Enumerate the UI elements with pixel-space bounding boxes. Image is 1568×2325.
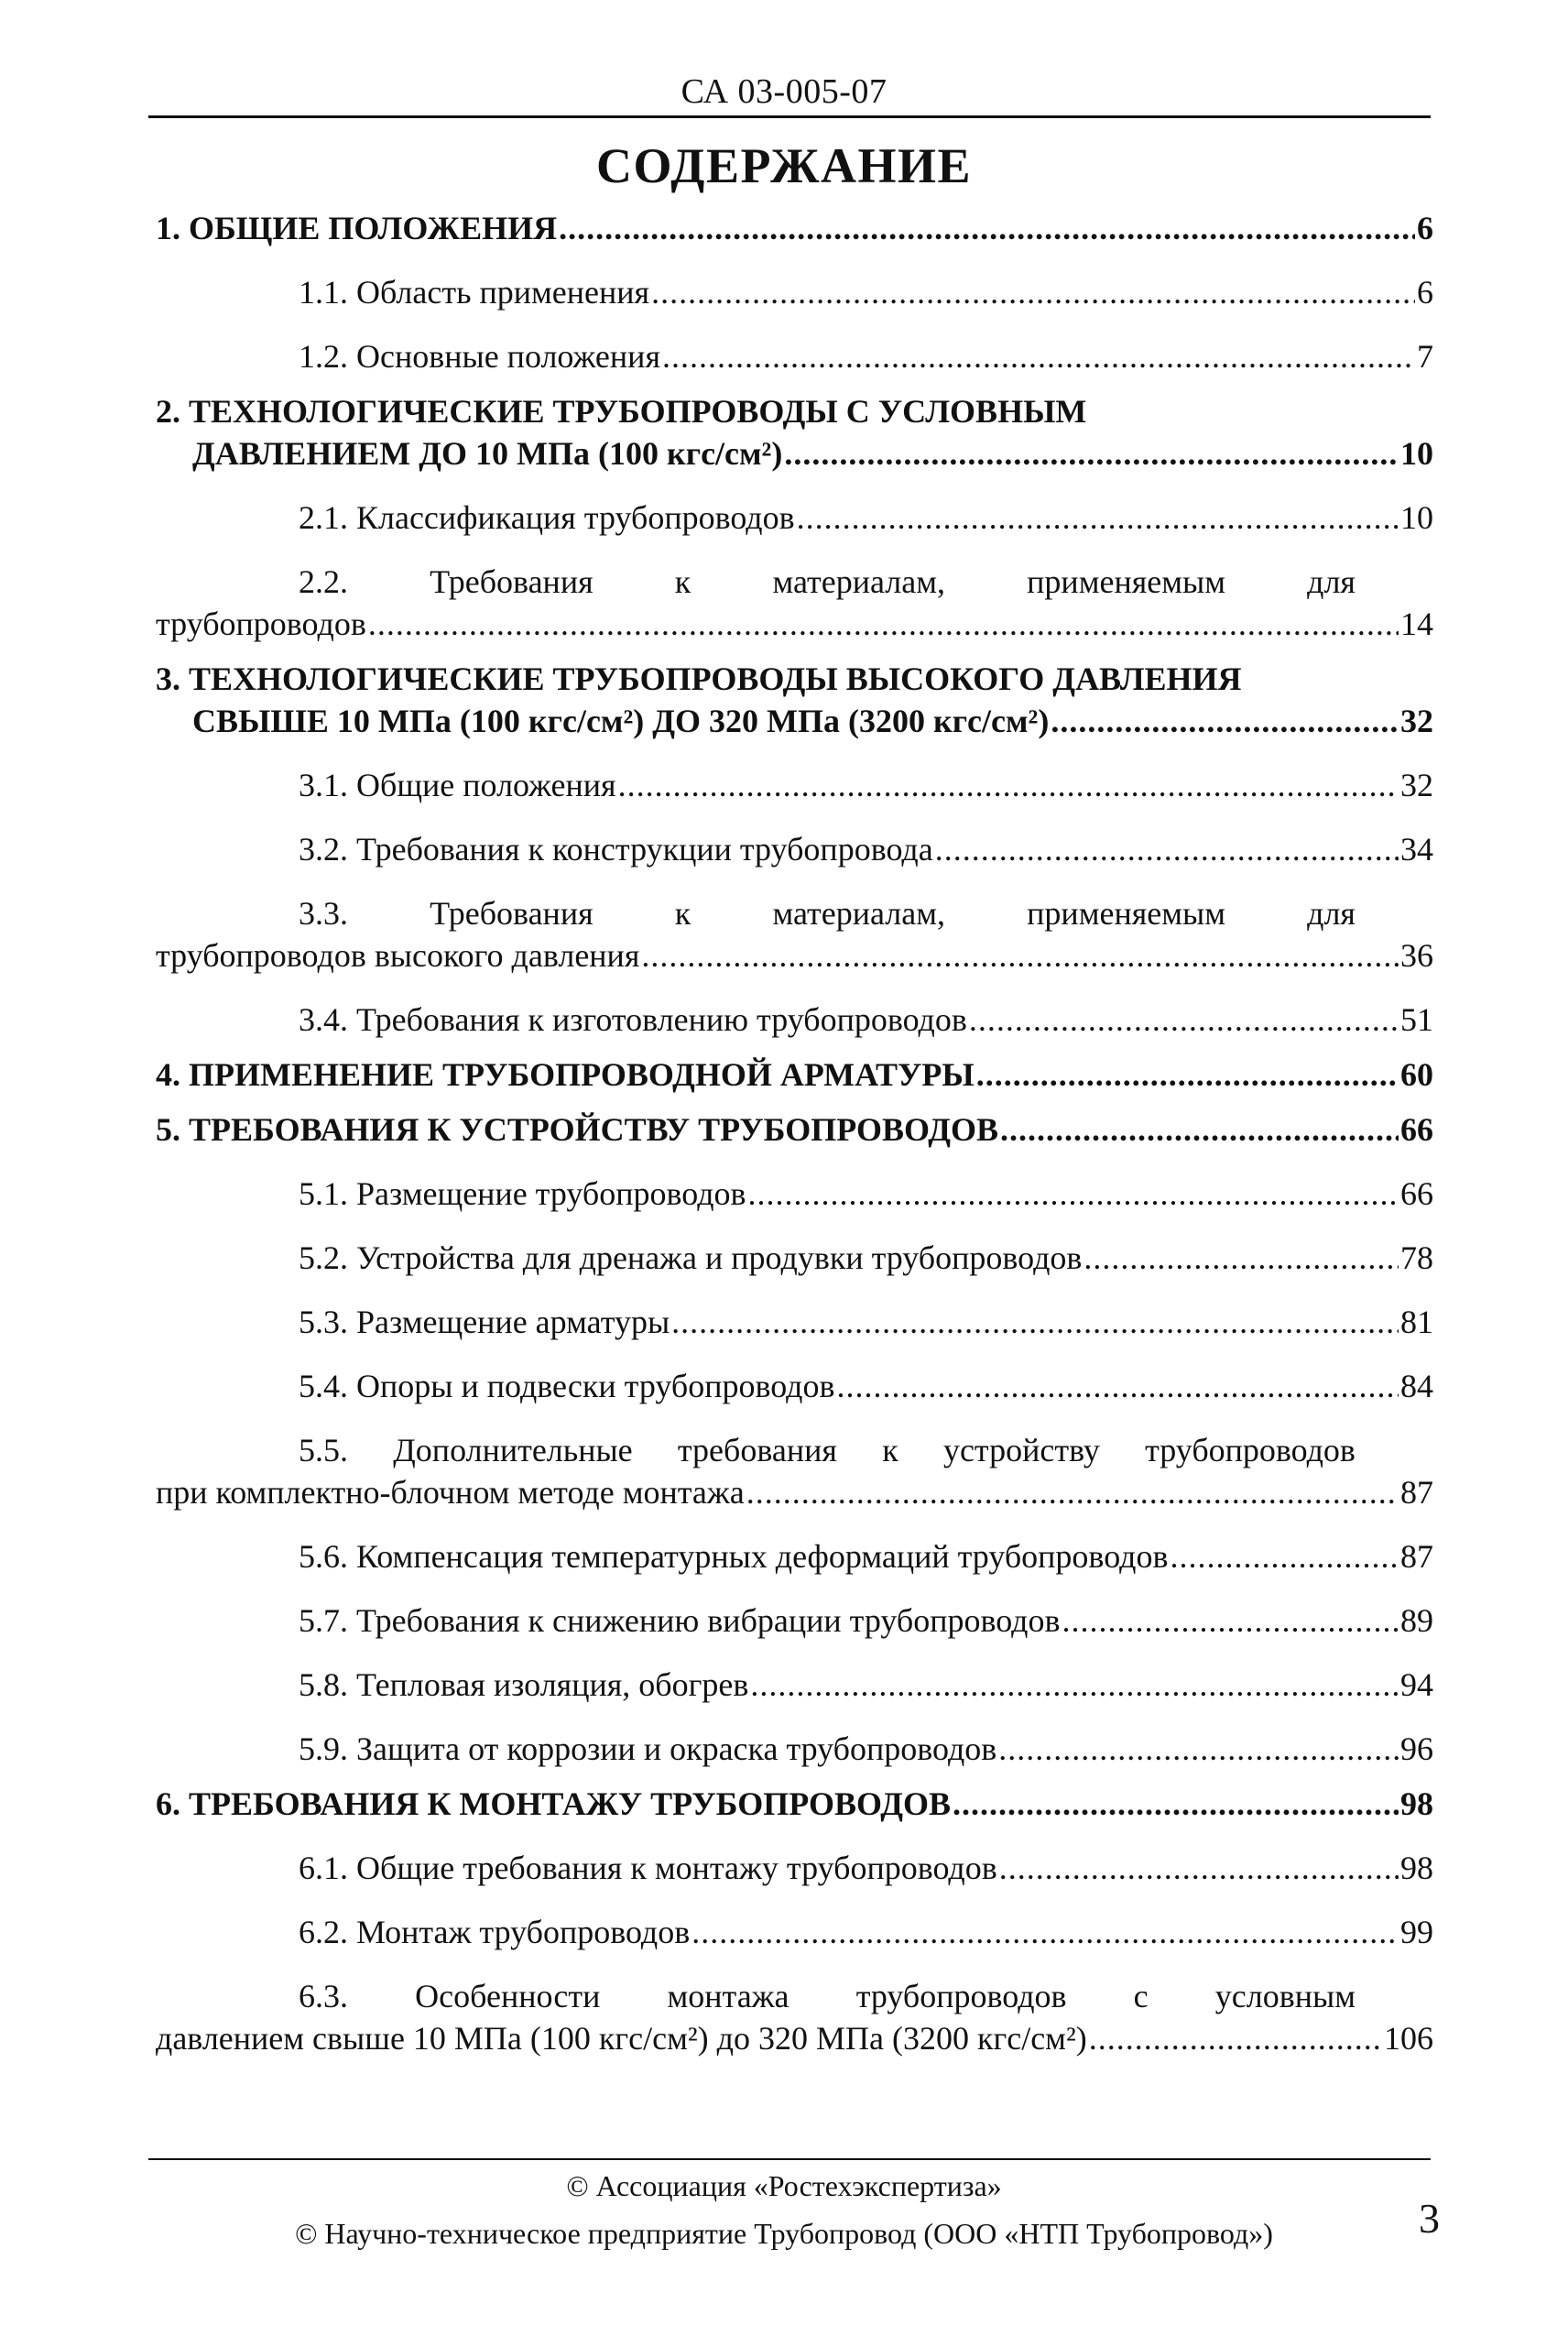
toc-entry-word: 6.3. bbox=[299, 1978, 348, 2014]
toc-entry[interactable] bbox=[156, 1429, 1433, 1513]
dot-leader bbox=[1051, 700, 1399, 742]
toc-entry[interactable] bbox=[156, 1535, 1433, 1577]
dot-leader bbox=[662, 335, 1415, 377]
toc-entry-title: 5. ТРЕБОВАНИЯ К УСТРОЙСТВУ ТРУБОПРОВОДОВ bbox=[156, 1111, 999, 1148]
toc-entry-word: требования bbox=[677, 1432, 837, 1468]
toc-entry-page: 89 bbox=[1400, 1602, 1433, 1639]
toc-entry-word: к bbox=[674, 895, 691, 932]
toc-entry-page: 34 bbox=[1400, 831, 1433, 868]
dot-leader bbox=[618, 764, 1399, 806]
toc-entry-page: 84 bbox=[1400, 1368, 1433, 1404]
toc-entry-title: 5.8. Тепловая изоляция, обогрев bbox=[299, 1666, 749, 1703]
document-code: СА 03-005-07 bbox=[681, 72, 887, 111]
toc-entry-word: трубопроводов bbox=[1145, 1432, 1356, 1468]
toc-entry-word: 3.3. bbox=[299, 895, 348, 932]
toc-entry-page: 78 bbox=[1400, 1239, 1433, 1276]
toc-entry-title-line: 3. ТЕХНОЛОГИЧЕСКИЕ ТРУБОПРОВОДЫ ВЫСОКОГО ДАВЛЕНИЯ bbox=[156, 660, 1242, 697]
toc-entry-page: 106 bbox=[1384, 2020, 1433, 2057]
toc-entry-title: СВЫШЕ 10 МПа (100 кгс/см²) ДО 320 МПа (3200 кгс/см²) bbox=[192, 703, 1050, 739]
dot-leader bbox=[691, 1911, 1399, 1953]
toc-entry-word: устройству bbox=[942, 1432, 1100, 1468]
toc-entry[interactable] bbox=[156, 1847, 1433, 1889]
toc-entry-page: 87 bbox=[1400, 1474, 1433, 1511]
toc-entry-title: 5.7. Требования к снижению вибрации трубопроводов bbox=[299, 1602, 1061, 1639]
toc-title: СОДЕРЖАНИЕ bbox=[596, 138, 972, 193]
toc-entry-page: 99 bbox=[1400, 1914, 1433, 1950]
toc-entry[interactable] bbox=[156, 1301, 1433, 1343]
dot-leader bbox=[641, 934, 1399, 977]
toc-entry-word: применяемым bbox=[1027, 563, 1225, 600]
toc-entry-title-line bbox=[156, 561, 1433, 603]
dot-leader bbox=[935, 828, 1399, 870]
toc-entry-word: 2.2. bbox=[299, 563, 348, 600]
dot-leader bbox=[651, 271, 1415, 313]
toc-entry-page: 66 bbox=[1400, 1111, 1433, 1148]
toc-entry[interactable] bbox=[156, 1599, 1433, 1642]
toc-entry-page: 66 bbox=[1400, 1175, 1433, 1212]
toc-entry[interactable] bbox=[156, 1783, 1433, 1825]
toc-entry-word: к bbox=[882, 1432, 898, 1468]
dot-leader bbox=[784, 432, 1399, 475]
toc-entry[interactable] bbox=[156, 561, 1433, 645]
toc-entry-page: 51 bbox=[1400, 1001, 1433, 1038]
toc-entry-title: 5.2. Устройства для дренажа и продувки трубопроводов bbox=[299, 1239, 1083, 1276]
toc-entry[interactable] bbox=[156, 828, 1433, 870]
toc-entry-page: 6 bbox=[1417, 210, 1433, 246]
toc-entry-page: 10 bbox=[1400, 499, 1433, 536]
toc-entry-title: 5.4. Опоры и подвески трубопроводов bbox=[299, 1368, 835, 1404]
page-number: 3 bbox=[1419, 2195, 1440, 2242]
toc-entry-word: Требования bbox=[430, 895, 593, 932]
toc-entry-title: 5.3. Размещение арматуры bbox=[299, 1304, 670, 1340]
toc-entry-title-line bbox=[156, 1975, 1433, 2017]
toc-entry-title: 6. ТРЕБОВАНИЯ К МОНТАЖУ ТРУБОПРОВОДОВ bbox=[156, 1785, 951, 1822]
toc-entry-page: 36 bbox=[1400, 937, 1433, 974]
dot-leader bbox=[1083, 1237, 1399, 1279]
toc-entry-title: 3.4. Требования к изготовлению трубопроводов bbox=[299, 1001, 967, 1038]
toc-entry-page: 32 bbox=[1400, 703, 1433, 739]
toc-entry-page: 6 bbox=[1417, 274, 1433, 311]
toc-entry-title: 5.9. Защита от коррозии и окраска трубопроводов bbox=[299, 1730, 997, 1767]
toc-entry-page: 96 bbox=[1400, 1730, 1433, 1767]
toc-entry-word: материалам, bbox=[772, 563, 946, 600]
toc-entry-title: при комплектно-блочном методе монтажа bbox=[156, 1474, 745, 1511]
toc-entry-word: Особенности bbox=[415, 1978, 601, 2014]
toc-entry[interactable] bbox=[156, 1173, 1433, 1215]
dot-leader bbox=[976, 1053, 1399, 1096]
toc-entry-word: Требования bbox=[430, 563, 593, 600]
dot-leader bbox=[368, 603, 1399, 645]
footer-copyright-2: © Научно-техническое предприятие Трубопровод (ООО «НТП Трубопровод») bbox=[295, 2217, 1273, 2250]
toc-entry-title: давлением свыше 10 МПа (100 кгс/см²) до 320 МПа (3200 кгс/см²) bbox=[156, 2020, 1087, 2057]
table-of-contents bbox=[156, 207, 1433, 2059]
toc-entry[interactable] bbox=[156, 207, 1433, 249]
toc-entry-title: 1. ОБЩИЕ ПОЛОЖЕНИЯ bbox=[156, 210, 558, 246]
dot-leader bbox=[559, 207, 1415, 249]
toc-entry[interactable] bbox=[156, 1911, 1433, 1953]
toc-entry-title: ДАВЛЕНИЕМ ДО 10 МПа (100 кгс/см²) bbox=[192, 435, 783, 472]
toc-entry[interactable] bbox=[156, 892, 1433, 977]
toc-entry-word: для bbox=[1307, 563, 1356, 600]
dot-leader bbox=[746, 1471, 1399, 1513]
toc-entry-page: 98 bbox=[1400, 1850, 1433, 1886]
toc-entry-title: 1.1. Область применения bbox=[299, 274, 650, 311]
toc-entry-word: к bbox=[674, 563, 691, 600]
toc-entry-title: 3.1. Общие положения bbox=[299, 767, 616, 803]
toc-entry[interactable] bbox=[156, 1237, 1433, 1279]
dot-leader bbox=[748, 1173, 1399, 1215]
toc-entry-title: трубопроводов высокого давления bbox=[156, 937, 640, 974]
dot-leader bbox=[1000, 1108, 1399, 1151]
dot-leader bbox=[953, 1783, 1399, 1825]
toc-entry-page: 94 bbox=[1400, 1666, 1433, 1703]
toc-entry-title: 2.1. Классификация трубопроводов bbox=[299, 499, 795, 536]
toc-entry-page: 14 bbox=[1400, 606, 1433, 642]
dot-leader bbox=[1062, 1599, 1399, 1642]
header-rule bbox=[148, 115, 1431, 118]
toc-entry-page: 81 bbox=[1400, 1304, 1433, 1340]
toc-entry[interactable] bbox=[156, 1728, 1433, 1770]
toc-entry[interactable] bbox=[156, 764, 1433, 806]
toc-entry[interactable] bbox=[156, 497, 1433, 539]
toc-entry-page: 7 bbox=[1417, 338, 1433, 375]
toc-entry[interactable] bbox=[156, 1365, 1433, 1407]
toc-entry-title-line bbox=[156, 892, 1433, 934]
toc-entry-title: 1.2. Основные положения bbox=[299, 338, 660, 375]
toc-entry-title: 6.1. Общие требования к монтажу трубопроводов bbox=[299, 1850, 997, 1886]
toc-entry[interactable] bbox=[156, 1108, 1433, 1151]
toc-entry-word: для bbox=[1307, 895, 1356, 932]
dot-leader bbox=[999, 1847, 1399, 1889]
toc-entry[interactable] bbox=[156, 271, 1433, 313]
toc-entry-word: условным bbox=[1214, 1978, 1356, 2014]
dot-leader bbox=[837, 1365, 1399, 1407]
toc-entry-word: с bbox=[1133, 1978, 1149, 2014]
toc-entry-title-line bbox=[156, 1429, 1433, 1471]
dot-leader bbox=[750, 1664, 1399, 1706]
toc-entry-page: 98 bbox=[1400, 1785, 1433, 1822]
toc-entry-title: трубопроводов bbox=[156, 606, 366, 642]
toc-entry[interactable] bbox=[156, 999, 1433, 1041]
dot-leader bbox=[969, 999, 1399, 1041]
toc-entry-page: 60 bbox=[1400, 1056, 1433, 1093]
dot-leader bbox=[1170, 1535, 1399, 1577]
dot-leader bbox=[1089, 2017, 1382, 2059]
toc-entry[interactable] bbox=[156, 335, 1433, 377]
toc-entry-word: монтажа bbox=[667, 1978, 789, 2014]
toc-entry[interactable] bbox=[156, 390, 1433, 475]
toc-entry-word: трубопроводов bbox=[855, 1978, 1067, 2014]
toc-entry-title: 6.2. Монтаж трубопроводов bbox=[299, 1914, 691, 1950]
toc-entry-page: 32 bbox=[1400, 767, 1433, 803]
toc-entry-title-line: 2. ТЕХНОЛОГИЧЕСКИЕ ТРУБОПРОВОДЫ С УСЛОВНЫМ bbox=[156, 393, 1087, 430]
toc-entry-page: 87 bbox=[1400, 1538, 1433, 1575]
dot-leader bbox=[671, 1301, 1399, 1343]
footer-copyright-1: © Ассоциация «Ростехэкспертиза» bbox=[566, 2169, 1002, 2202]
toc-entry[interactable] bbox=[156, 1053, 1433, 1096]
toc-entry-word: применяемым bbox=[1027, 895, 1225, 932]
toc-entry-title: 5.1. Размещение трубопроводов bbox=[299, 1175, 746, 1212]
toc-entry-page: 10 bbox=[1400, 435, 1433, 472]
toc-entry-word: материалам, bbox=[772, 895, 946, 932]
footer-rule bbox=[148, 2158, 1431, 2160]
toc-entry-word: 5.5. bbox=[299, 1432, 348, 1468]
toc-entry-word: Дополнительные bbox=[393, 1432, 633, 1468]
toc-entry-title: 3.2. Требования к конструкции трубопровода bbox=[299, 831, 933, 868]
toc-entry[interactable] bbox=[156, 658, 1433, 742]
toc-entry-title: 4. ПРИМЕНЕНИЕ ТРУБОПРОВОДНОЙ АРМАТУРЫ bbox=[156, 1056, 975, 1093]
dot-leader bbox=[998, 1728, 1399, 1770]
dot-leader bbox=[797, 497, 1399, 539]
toc-entry-title: 5.6. Компенсация температурных деформаций трубопроводов bbox=[299, 1538, 1169, 1575]
toc-entry[interactable] bbox=[156, 1664, 1433, 1706]
toc-entry[interactable] bbox=[156, 1975, 1433, 2059]
